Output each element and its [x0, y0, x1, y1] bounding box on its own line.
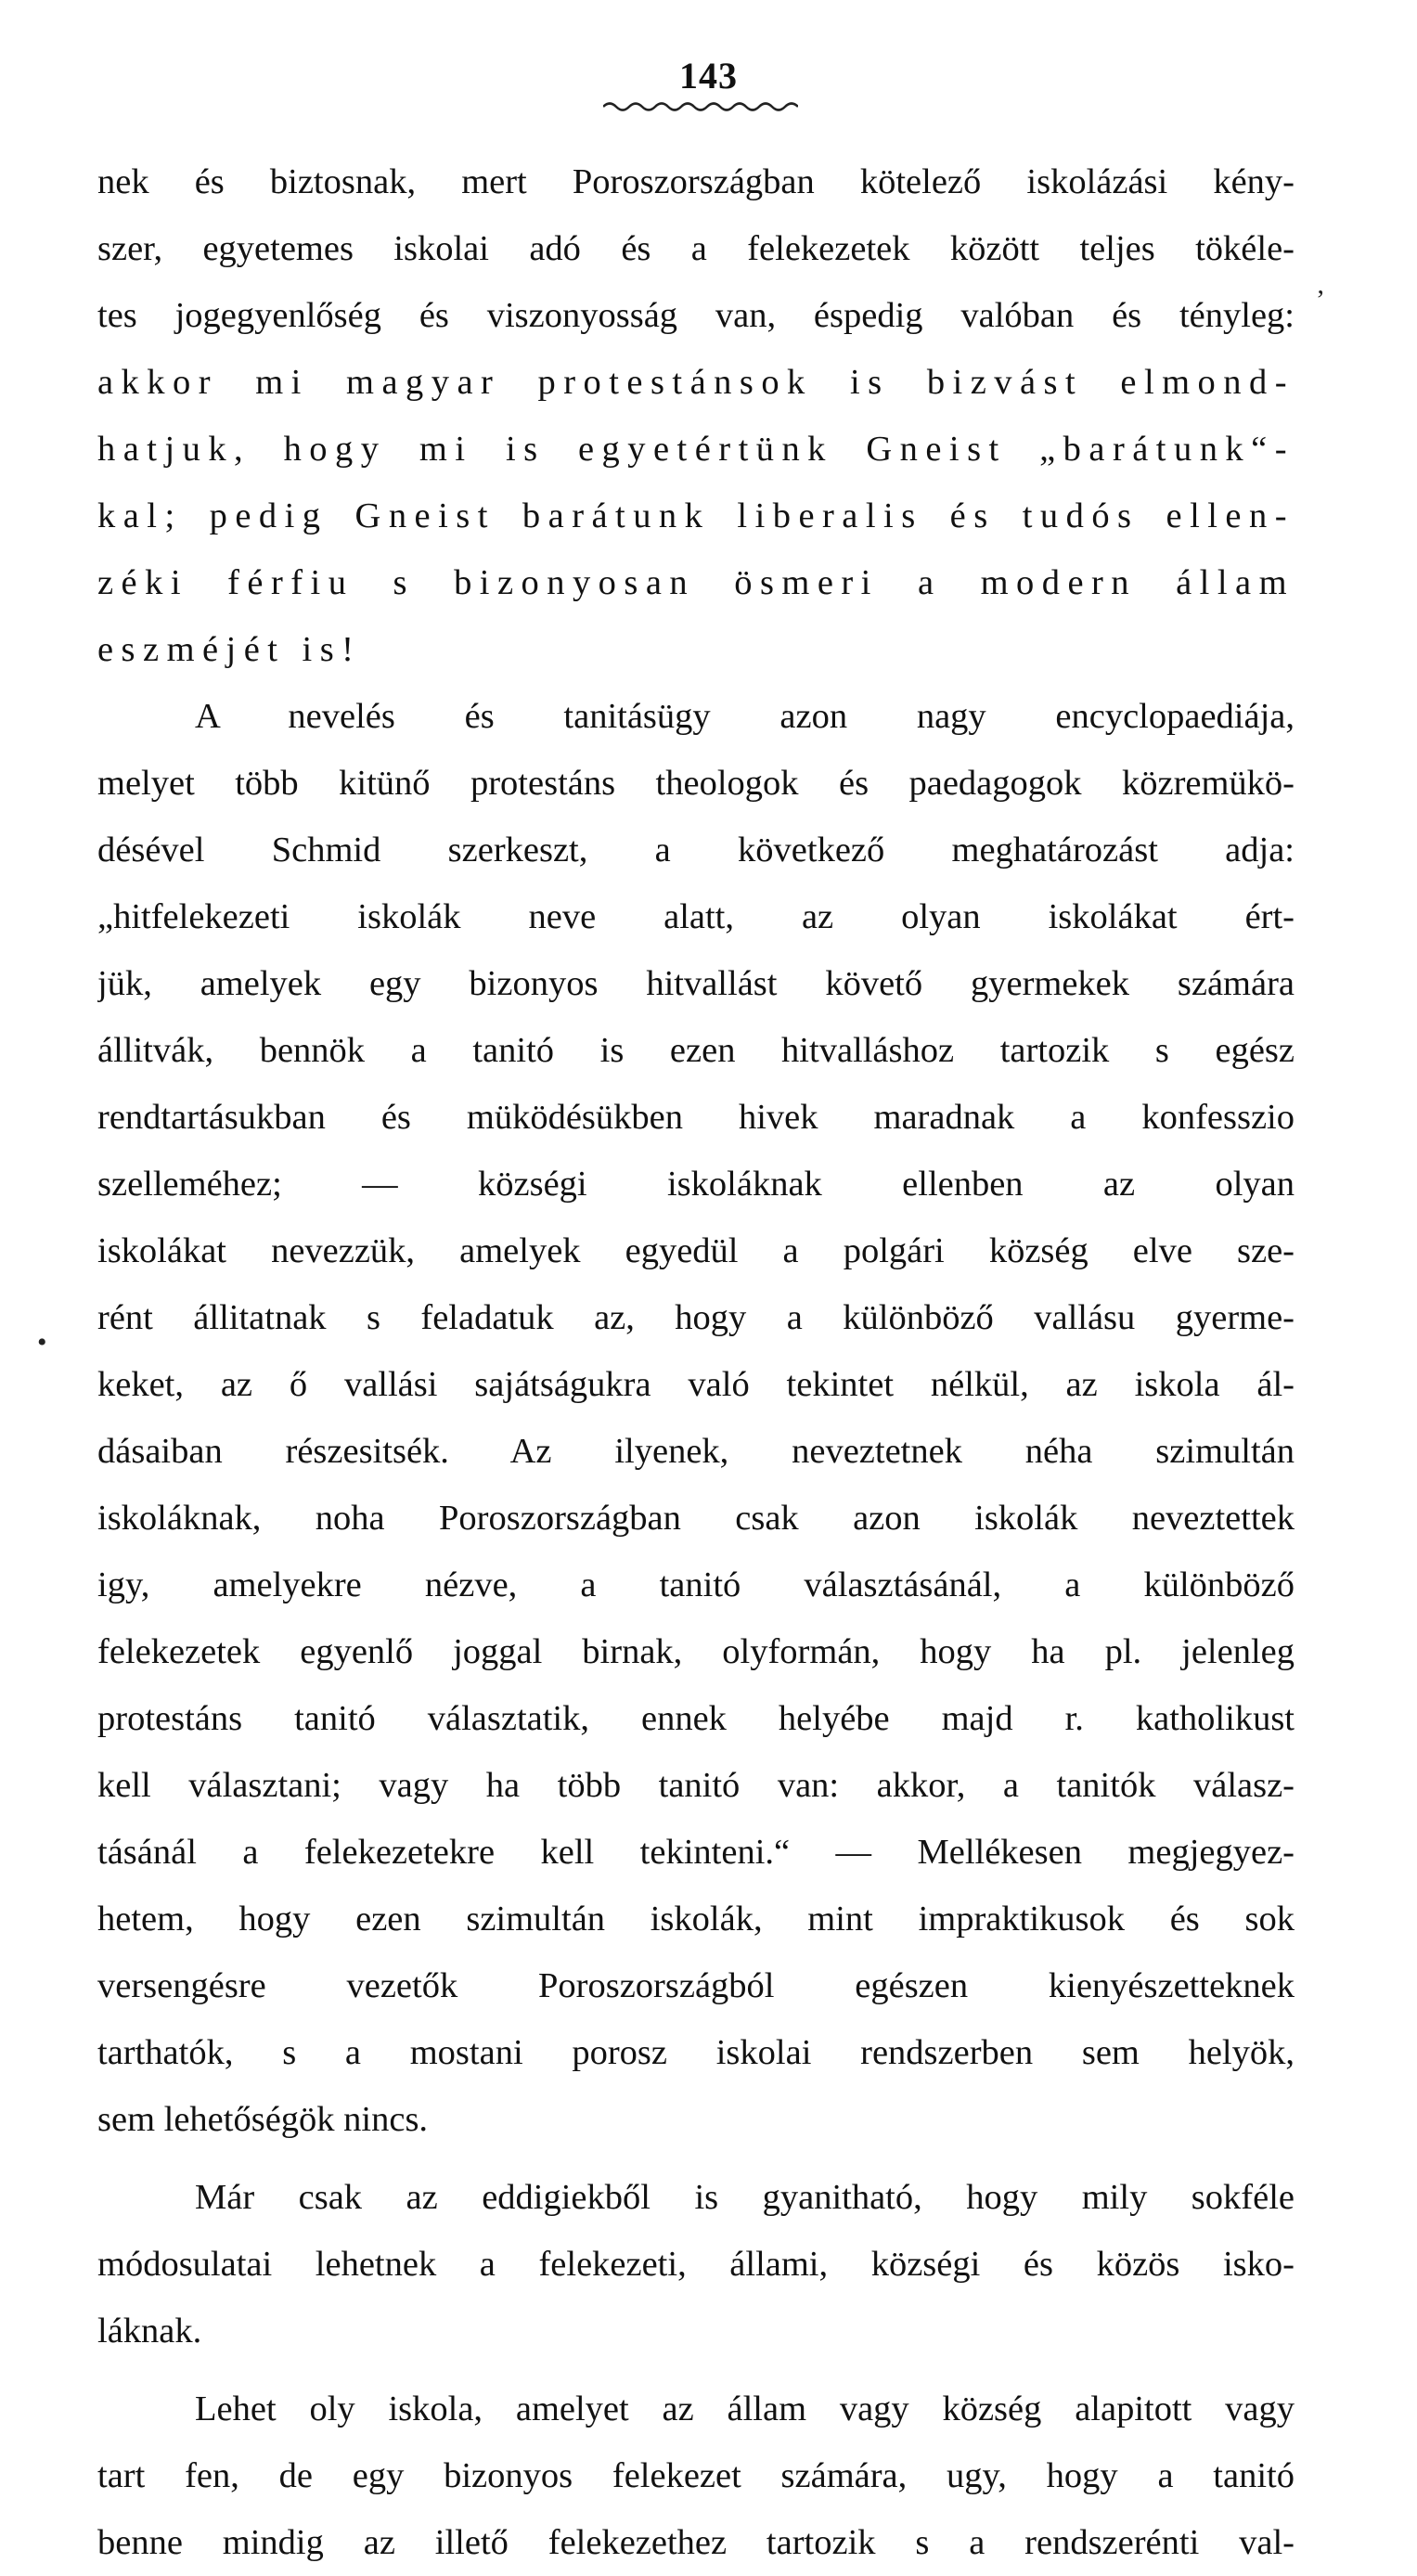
text-line: Lehet oly iskola, amelyet az állam vagy község alapitott vagy: [195, 2389, 1295, 2428]
text-line: kell választani; vagy ha több tanitó van: akkor, a tanitók válasz-: [97, 1766, 1295, 1805]
text-line: tásánál a felekezetekre kell tekinteni.“ — Mellékesen megjegyez-: [97, 1833, 1295, 1872]
stray-mark: ‚: [1316, 269, 1325, 300]
text-line: felekezetek egyenlő joggal birnak, olyformán, hogy ha pl. jelenleg: [97, 1632, 1295, 1671]
text-line: sem lehetőségök nincs.: [97, 2100, 429, 2139]
text-line: melyet több kitünő protestáns theologok és paedagogok közremükö-: [97, 764, 1295, 803]
text-line: szelleméhez; — községi iskoláknak ellenben az olyan: [97, 1165, 1295, 1204]
body-text: [97, 148, 1295, 2576]
text-line: zéki férfiu s bizonyosan ösmeri a modern állam: [97, 563, 1295, 602]
text-line: keket, az ő vallási sajátságukra való tekintet nélkül, az iskola ál-: [97, 1365, 1295, 1404]
page-number: 143: [679, 55, 738, 97]
text-line: protestáns tanitó választatik, ennek helyébe majd r. katholikust: [97, 1699, 1295, 1738]
text-line: dásaiban részesitsék. Az ilyenek, neveztetnek néha szimultán: [97, 1432, 1295, 1471]
text-line: módosulatai lehetnek a felekezeti, állami, községi és közös isko-: [97, 2245, 1295, 2284]
text-line: A nevelés és tanitásügy azon nagy encyclopaediája,: [195, 697, 1295, 736]
text-line: nek és biztosnak, mert Poroszországban kötelező iskolázási kény-: [97, 162, 1295, 201]
text-line: benne mindig az illető felekezethez tartozik s a rendszerénti val-: [97, 2523, 1295, 2562]
text-line: jük, amelyek egy bizonyos hitvallást követő gyermekek számára: [97, 964, 1295, 1003]
text-line: hetem, hogy ezen szimultán iskolák, mint impraktikusok és sok: [97, 1900, 1295, 1938]
text-line: hatjuk, hogy mi is egyetértünk Gneist „barátunk“-: [97, 430, 1295, 469]
text-line: igy, amelyekre nézve, a tanitó választásánál, a különböző: [97, 1565, 1295, 1604]
text-line: tart fen, de egy bizonyos felekezet számára, ugy, hogy a tanitó: [97, 2456, 1295, 2495]
text-line: rendtartásukban és müködésükben hivek maradnak a konfesszio: [97, 1098, 1295, 1137]
text-line: tarthatók, s a mostani porosz iskolai rendszerben sem helyök,: [97, 2033, 1295, 2072]
text-line: akkor mi magyar protestánsok is bizvást elmond-: [97, 363, 1295, 402]
text-line: kal; pedig Gneist barátunk liberalis és tudós ellen-: [97, 496, 1295, 535]
text-line: láknak.: [97, 2312, 202, 2351]
text-line: „hitfelekezeti iskolák neve alatt, az olyan iskolákat ért-: [97, 897, 1295, 936]
stray-mark: •: [37, 1327, 47, 1358]
text-line: versengésre vezetők Poroszországból egészen kienyészetteknek: [97, 1966, 1295, 2005]
text-line: eszméjét is!: [97, 630, 362, 669]
text-line: iskolákat nevezzük, amelyek egyedül a polgári község elve sze-: [97, 1231, 1295, 1270]
text-line: iskoláknak, noha Poroszországban csak azon iskolák neveztettek: [97, 1499, 1295, 1538]
text-line: szer, egyetemes iskolai adó és a felekezetek között teljes tökéle-: [97, 229, 1295, 268]
text-line: Már csak az eddigiekből is gyanitható, hogy mily sokféle: [195, 2178, 1295, 2217]
text-line: désével Schmid szerkeszt, a következő meghatározást adja:: [97, 831, 1295, 869]
text-line: állitvák, bennök a tanitó is ezen hitvalláshoz tartozik s egész: [97, 1031, 1295, 1070]
text-line: rént állitatnak s feladatuk az, hogy a különböző vallásu gyerme-: [97, 1298, 1295, 1337]
text-line: tes jogegyenlőség és viszonyosság van, éspedig valóban és tényleg:: [97, 296, 1295, 335]
wavy-rule-ornament: [603, 100, 798, 113]
